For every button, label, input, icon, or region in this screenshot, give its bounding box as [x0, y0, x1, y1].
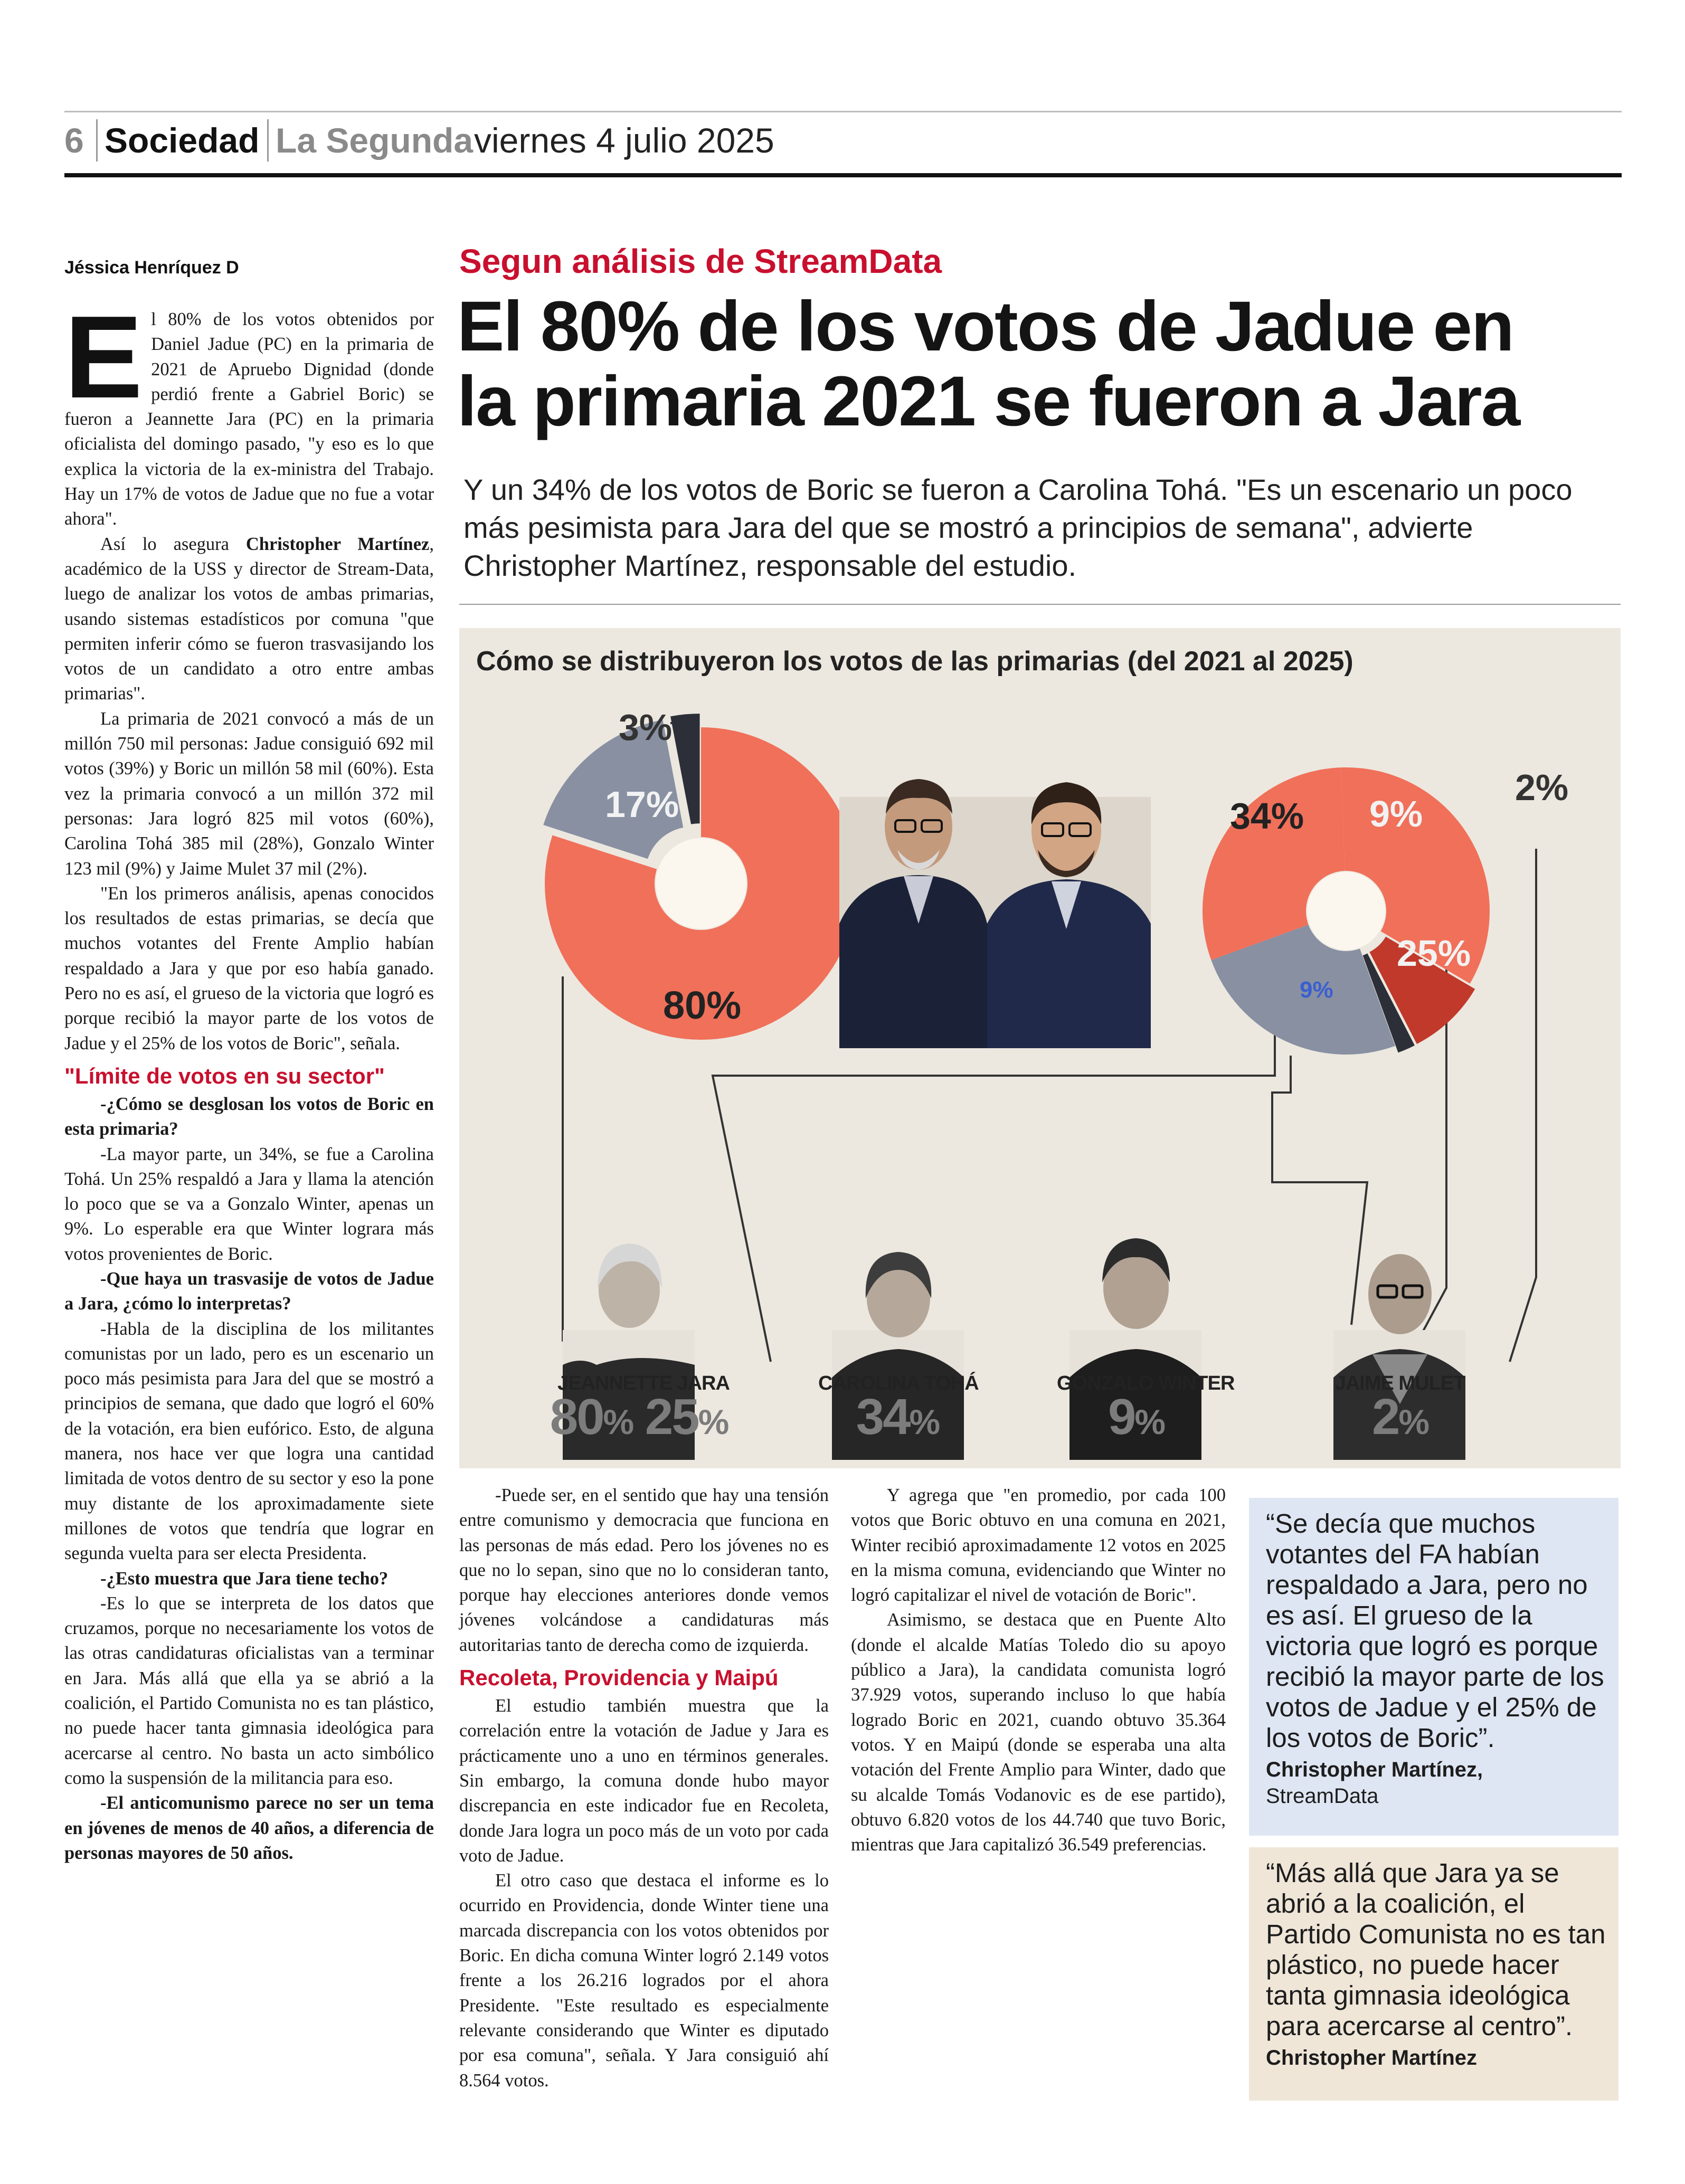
pie-label: 9%: [1300, 977, 1333, 1003]
header-top-rule: [64, 111, 1622, 112]
pull-quote-box: [1249, 1847, 1618, 2101]
interview-question: -¿Cómo se desglosan los votos de Boric en esta primaria?: [64, 1094, 434, 1140]
infographic-canvas: [459, 628, 1621, 1468]
paragraph: l 80% de los votos obtenidos por Daniel Jadue (PC) en la primaria de 2021 de Apruebo Dignidad (donde perdió frente a Gabriel Boric) se fueron a Jeannette Jara (PC) en la primaria oficialista del domingo pasado, "y eso es lo que explica la victoria de la ex-ministra del Trabajo. Hay un 17% de votos de Jadue que no fue a votar ahora".: [64, 309, 434, 529]
pie-label: 25%: [1397, 933, 1471, 974]
candidate-name: JAIME MULET: [1334, 1372, 1465, 1394]
pie-label: 34%: [1230, 795, 1304, 837]
jadue-boric-photo: [839, 779, 1151, 1048]
header-separator: [96, 119, 98, 162]
headline-line: la primaria 2021 se fueron a Jara: [457, 362, 1520, 441]
headline-line: El 80% de los votos de Jadue en: [457, 287, 1513, 366]
subheading: "Límite de votos en su sector": [64, 1063, 385, 1088]
candidate-percentage: 9%: [1107, 1389, 1165, 1445]
pie-hole: [656, 838, 746, 929]
pull-quote-author: Christopher Martínez,: [1266, 1758, 1483, 1781]
interview-answer: -Es lo que se interpreta de los datos que cruzamos, porque no necesariamente los votos de las otras candidaturas oficialistas van a terminar en Jara. Más allá que ella ya se abrió a la coalición, el Partido Comunista no es tan plástico, no puede hacer tanta gimnasia ideológica para acercarse al centro. No basta un acto simbólico como la suspensión de la militancia para eso.: [64, 1593, 434, 1788]
candidate-name: CAROLINA TOHÁ: [818, 1372, 979, 1394]
pie-label: 3%: [619, 707, 673, 748]
interview-answer: -Puede ser, en el sentido que hay una tensión entre comunismo y democracia que funciona en las personas de más edad. Pero los jóvenes no es que no lo sepan, sino que no lo consideran tanto, porque hay elecciones anteriores donde vemos jóvenes volcándose a candidaturas más autoritarias tanto de derecha como de izquierda.: [459, 1485, 829, 1655]
author-byline: Jéssica Henríquez D: [64, 258, 239, 278]
drop-cap: E: [64, 292, 143, 423]
deck: Y un 34% de los votos de Boric se fueron a Carolina Tohá. "Es un escenario un poco más pesimista para Jara del que se mostró a principios de semana", advierte Christopher Martínez, responsable del estudio.: [463, 473, 1573, 582]
pie-label: 2%: [1515, 767, 1569, 808]
section-name: Sociedad: [105, 121, 260, 160]
interview-question: -El anticomunismo parece no ser un tema en jóvenes de menos de 40 años, a diferencia de personas mayores de 50 años.: [64, 1793, 434, 1863]
article-column-1: [64, 292, 434, 1866]
paragraph: Asimismo, se destaca que en Puente Alto (donde el alcalde Matías Toledo dio su apoyo público a Jara), la candidata comunista logró 37.929 votos, superando incluso lo que había logrado Boric en 2021, cuando obtuvo 35.364 votos. Y en Maipú (donde se esperaba una alta votación del Frente Amplio para Winter, dado que su alcalde Tomás Vodanovic es de ese partido), obtuvo 6.820 votos de los 44.740 que tuvo Boric, mientras que Jara capitalizó 36.549 preferencias.: [851, 1610, 1226, 1855]
page-number: 6: [64, 121, 84, 160]
pull-quote-box: [1249, 1498, 1618, 1836]
candidate-name: GONZALO WINTER: [1057, 1372, 1235, 1394]
subheading: Recoleta, Providencia y Maipú: [459, 1665, 779, 1691]
paragraph: Y agrega que "en promedio, por cada 100 votos que Boric obtuvo en una comuna en 2021, Winter recibió aproximadamente 12 votos en 2025 en la misma comuna, evidenciando que Winter no logró capitalizar el nivel de votación de Boric".: [851, 1485, 1226, 1606]
chart-title: Cómo se distribuyeron los votos de las primarias (del 2021 al 2025): [476, 646, 1353, 677]
issue-date: viernes 4 julio 2025: [474, 121, 774, 160]
deck-rule: [459, 604, 1621, 605]
pull-quote-text: “Más allá que Jara ya se abrió a la coalición, el Partido Comunista no es tan plástico, no puede hacer tanta gimnasia ideológica para acercarse al centro”.: [1266, 1858, 1606, 2041]
candidate-percentage: 2%: [1371, 1389, 1428, 1445]
pie-label: 9%: [1369, 793, 1423, 834]
paragraph: "En los primeros análisis, apenas conocidos los resultados de estas primarias, se decía que muchos votantes del Frente Amplio habían respaldado a Jara y que por eso había ganado. Pero no es así, el grueso de la victoria que logró es porque recibió la mayor parte de los votos de Jadue y el 25% de los votos de Boric", señala.: [64, 883, 434, 1053]
article-column-3: [851, 1483, 1226, 1857]
interview-answer: -Habla de la disciplina de los militantes comunistas por un lado, pero es un escenario un poco más pesimista para Jara del que se mostró a principios de semana, que dado que logró el 60% de la votación, era bien eufórico. Esto, de alguna manera, nos hace ver que logra una cantidad limitada de votos dentro de su sector y eso la pone muy distante de los aproximadamente siete millones de votos que tendría que lograr en segunda vuelta para ser electa Presidenta.: [64, 1318, 434, 1564]
interview-question: -¿Esto muestra que Jara tiene techo?: [100, 1568, 389, 1589]
article-column-2: [459, 1483, 829, 2093]
expert-name: Christopher Martínez: [245, 534, 430, 554]
paragraph: El estudio también muestra que la correlación entre la votación de Jadue y Jara es prácticamente uno a uno en términos generales. Sin embargo, la comuna donde hubo mayor discrepancia en este indicador fue en Recoleta, donde Jara logra un poco más de un voto por cada voto de Jadue.: [459, 1696, 829, 1866]
header-separator: [267, 119, 269, 162]
paragraph: La primaria de 2021 convocó a más de un millón 750 mil personas: Jadue consiguió 692 mil votos (39%) y Boric un millón 58 mil (60%). Esta vez la primaria convocó a un millón 372 mil personas: Jara logró 825 mil votos (60%), Carolina Tohá 385 mil (28%), Gonzalo Winter 123 mil (9%) y Jaime Mulet 37 mil (2%).: [64, 708, 434, 879]
pie-label: 17%: [605, 784, 679, 825]
candidate-percentage: 34%: [856, 1389, 939, 1445]
pull-quote-org: StreamData: [1266, 1784, 1379, 1808]
candidate-percentages: 80% 25%: [550, 1389, 728, 1445]
header-bottom-rule: [64, 173, 1622, 177]
pie-hole: [1307, 872, 1385, 950]
paragraph: El otro caso que destaca el informe es lo ocurrido en Providencia, donde Winter tiene una marcada discrepancia con los votos obtenidos por Boric. En dicha comuna Winter logró 2.149 votos frente a los 26.216 logrados por el ahora Presidente. "Este resultado es especialmente relevante considerando que Winter es diputado por esa comuna", señala. Y Jara consiguió ahí 8.564 votos.: [459, 1870, 829, 2091]
headline: [457, 289, 1624, 439]
newspaper-name: La Segunda: [276, 121, 474, 160]
pull-quote-text: “Se decía que muchos votantes del FA habían respaldado a Jara, pero no es así. El grueso de la victoria que logró es porque recibió la mayor parte de los votos de Jadue y el 25% de los votos de Boric”.: [1266, 1508, 1604, 1753]
candidate-name: JEANNETTE JARA: [557, 1372, 730, 1394]
paragraph: Así lo asegura Christopher Martínez, académico de la USS y director de Stream-Data, luego de analizar los votos de ambas primarias, usando sistemas estadísticos por comuna "que permiten inferir cómo se fueron trasvasijando los votos de un candidato a otro entre ambas primarias".: [64, 534, 434, 704]
pull-quote-author: Christopher Martínez: [1266, 2046, 1478, 2069]
interview-question: -Que haya un trasvasije de votos de Jadue a Jara, ¿cómo lo interpretas?: [64, 1268, 434, 1314]
interview-answer: -La mayor parte, un 34%, se fue a Carolina Tohá. Un 25% respaldó a Jara y llama la atención lo poco que se va a Gonzalo Winter, apenas un 9%. Lo esperable era que Winter lograra más votos provenientes de Boric.: [64, 1144, 434, 1264]
infographic: [459, 628, 1621, 1468]
kicker: Segun análisis de StreamData: [459, 242, 942, 280]
pie-label: 80%: [663, 983, 742, 1027]
